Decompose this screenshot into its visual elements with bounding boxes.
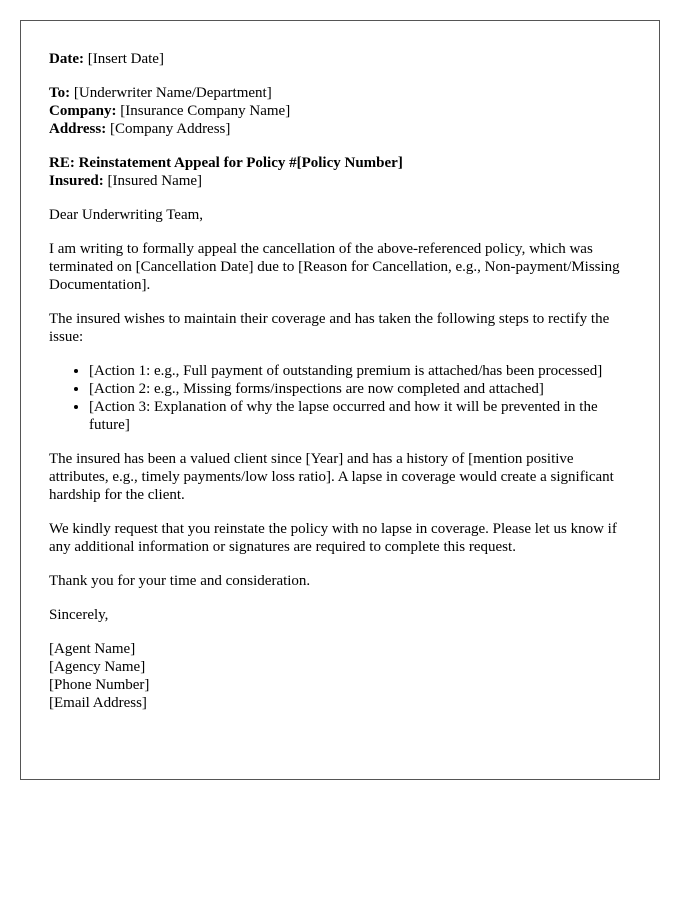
date-line xyxy=(49,50,631,68)
list-item: • [Action 3: Explanation of why the lapse occurred and how it will be prevented in the future] xyxy=(89,398,631,434)
insured-line xyxy=(49,172,631,190)
to-value: [Underwriter Name/Department] xyxy=(73,85,272,101)
thanks-line: Thank you for your time and consideration. xyxy=(49,573,311,589)
paragraph-cancellation: I am writing to formally appeal the cancellation of the above-referenced policy, which was terminated on [Cancellation Date] due to [Reason for Cancellation, e.g., Non-payment/Missing Documentation]. xyxy=(49,241,620,293)
company-value: [Insurance Company Name] xyxy=(120,103,291,119)
letter-page xyxy=(20,20,660,780)
date-label: Date: xyxy=(49,51,84,67)
re-line-text: RE: Reinstatement Appeal for Policy #[Policy Number] xyxy=(49,155,403,171)
phone-number: [Phone Number] xyxy=(49,677,150,693)
action-list xyxy=(49,362,631,434)
company-line xyxy=(49,102,631,120)
address-label: Address: xyxy=(49,121,107,137)
agent-name: [Agent Name] xyxy=(49,641,136,657)
address-line xyxy=(49,120,631,138)
insured-label: Insured: xyxy=(49,173,104,189)
re-line xyxy=(49,154,631,172)
company-label: Company: xyxy=(49,103,117,119)
insured-value: [Insured Name] xyxy=(107,173,203,189)
salutation: Dear Underwriting Team, xyxy=(49,207,204,223)
signature-block xyxy=(49,640,631,712)
address-value: [Company Address] xyxy=(109,121,231,137)
list-item: • [Action 2: e.g., Missing forms/inspections are now completed and attached] xyxy=(89,380,631,398)
paragraph-request: We kindly request that you reinstate the policy with no lapse in coverage. Please let us know if any additional information or signatures are required to complete this request. xyxy=(49,521,617,555)
subject-block xyxy=(49,154,631,190)
paragraph-client-history: The insured has been a valued client since [Year] and has a history of [mention positive attributes, e.g., timely payments/low loss ratio]. A lapse in coverage would create a significant hardship for the client. xyxy=(49,451,614,503)
to-label: To: xyxy=(49,85,71,101)
agency-name: [Agency Name] xyxy=(49,659,146,675)
email-address: [Email Address] xyxy=(49,695,147,711)
paragraph-steps-intro: The insured wishes to maintain their coverage and has taken the following steps to rectify the issue: xyxy=(49,311,610,345)
date-value: [Insert Date] xyxy=(87,51,164,67)
to-line xyxy=(49,84,631,102)
recipient-block xyxy=(49,84,631,138)
list-item: • [Action 1: e.g., Full payment of outstanding premium is attached/has been processed] xyxy=(89,362,631,380)
closing: Sincerely, xyxy=(49,607,109,623)
